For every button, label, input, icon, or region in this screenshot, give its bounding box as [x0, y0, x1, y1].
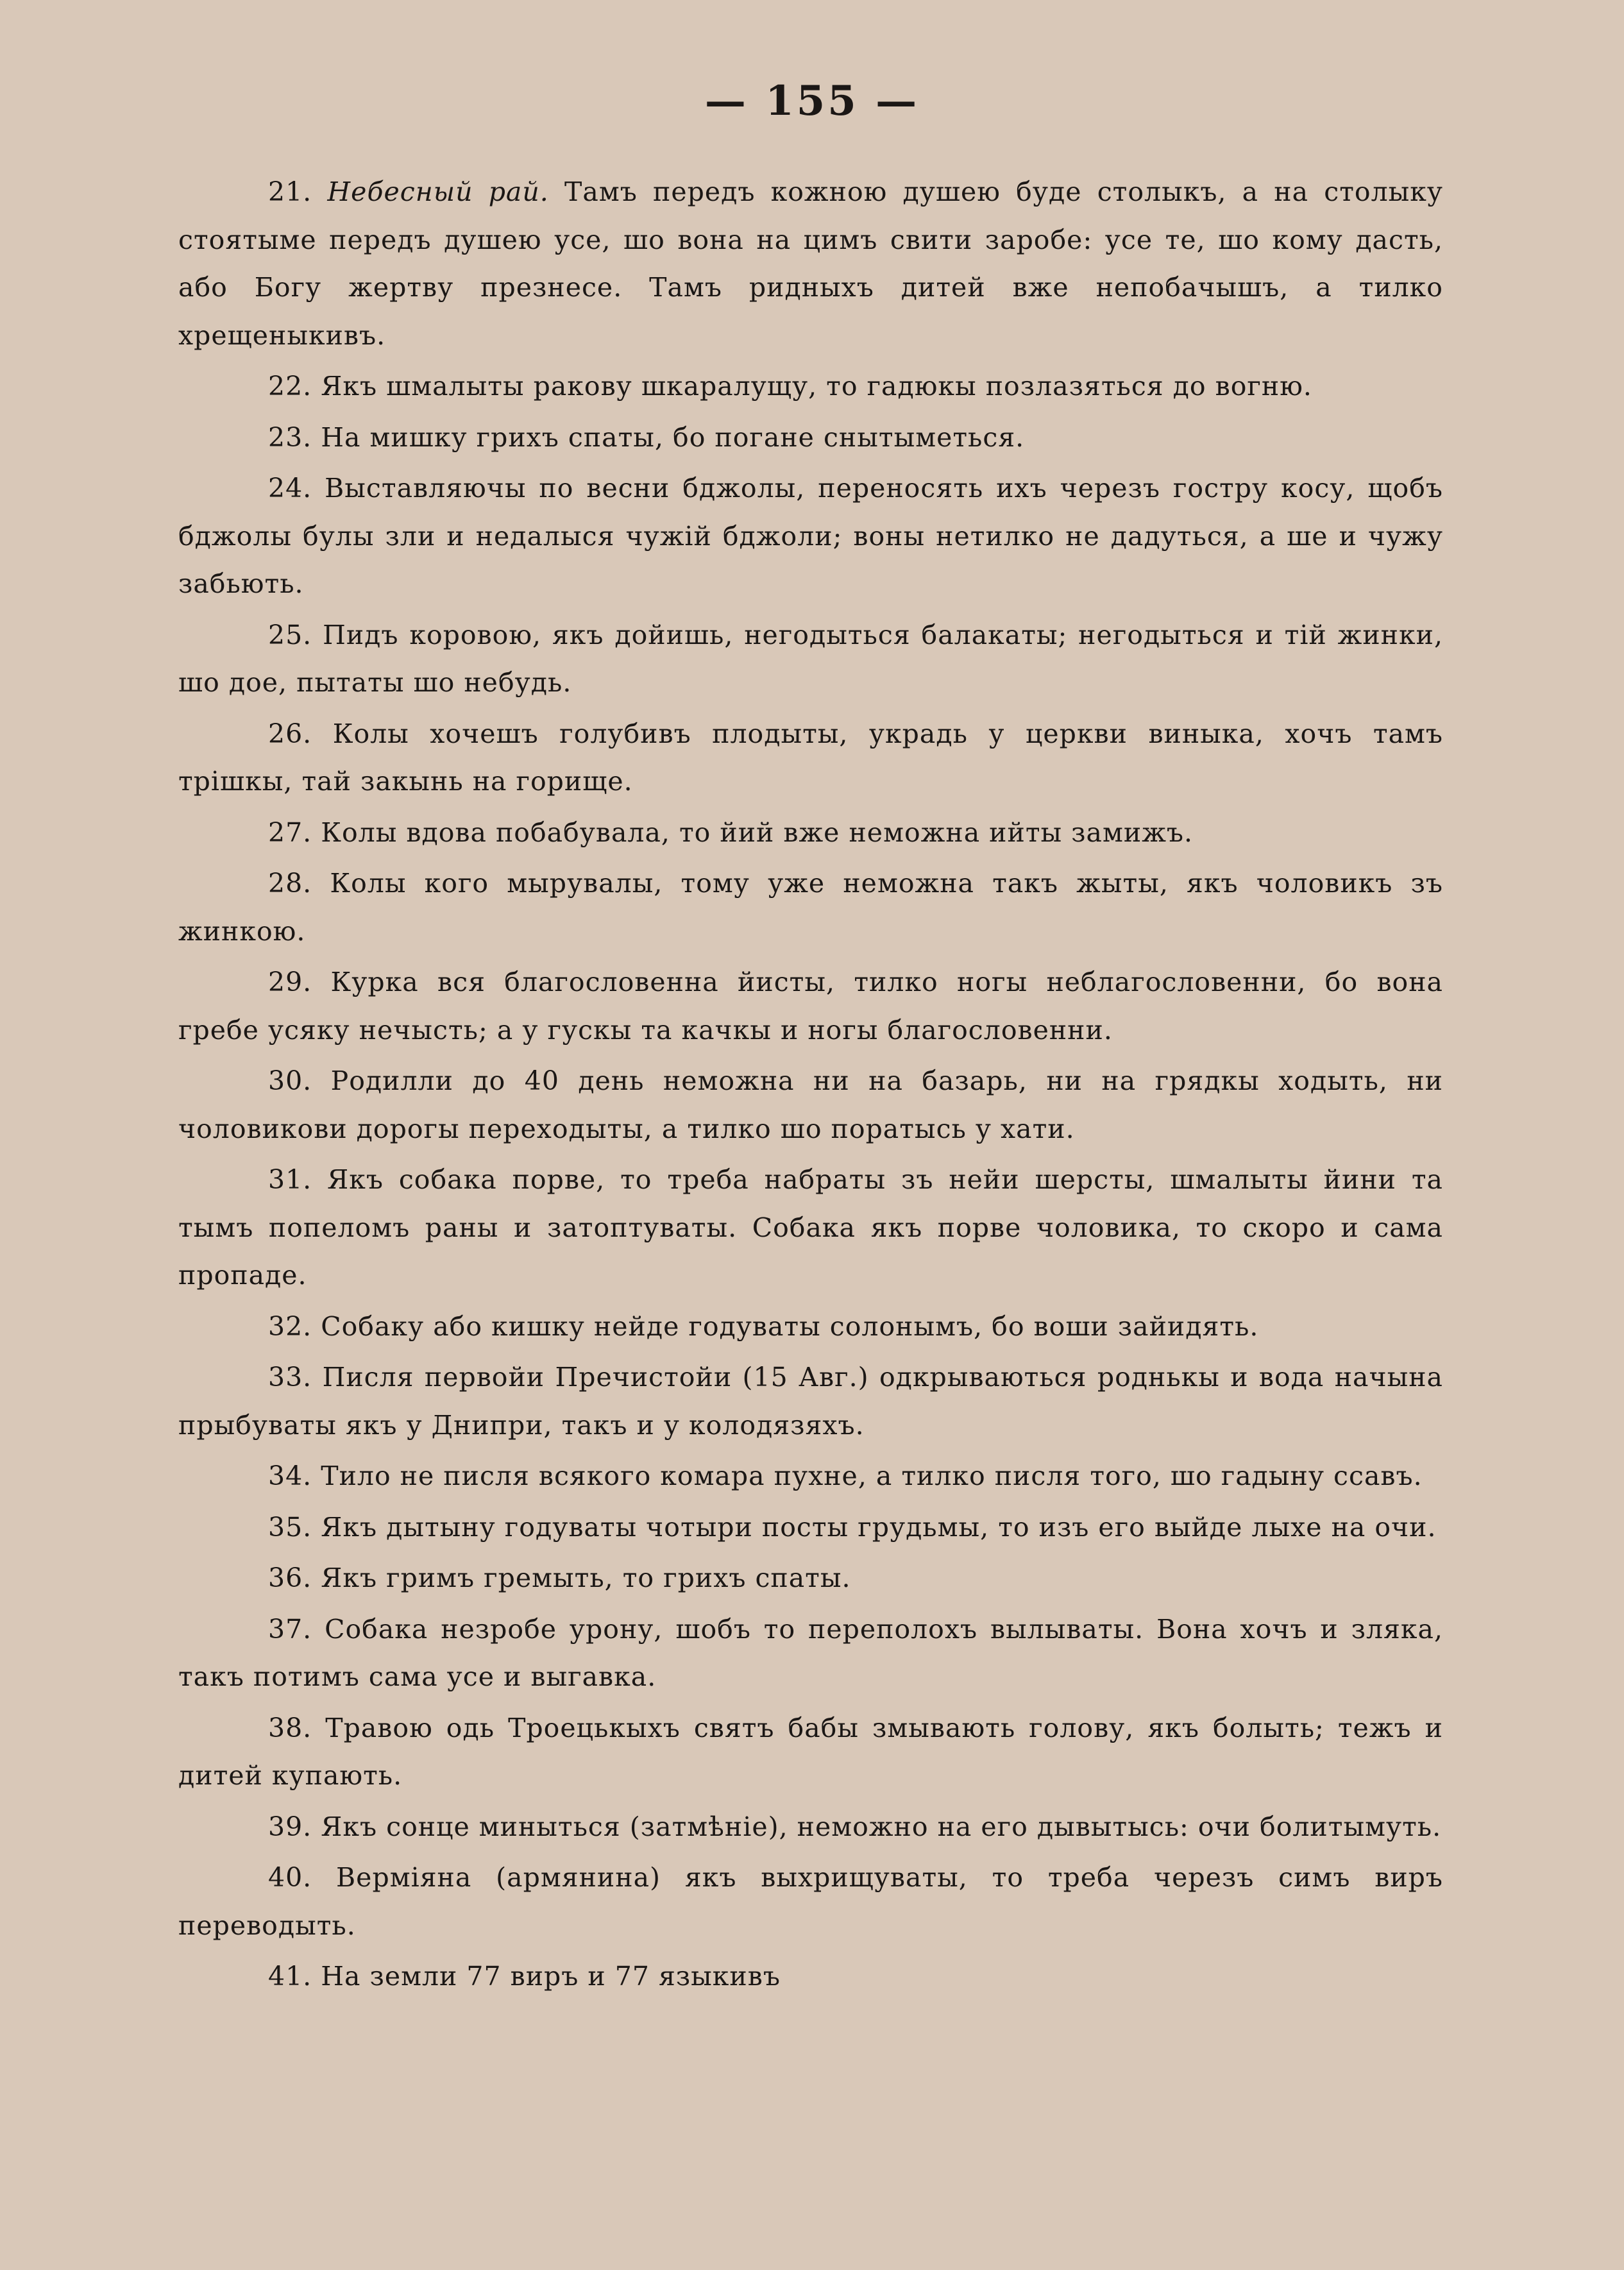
- entry-text: Родилли до 40 день неможна ни на базарь, ни на грядкы ходыть, ни чоловикови дорогы переходыты, а тилко шо поратысь у хати.: [178, 1065, 1443, 1144]
- entry-number: 39.: [268, 1811, 312, 1842]
- entry-32: [178, 1303, 1443, 1351]
- entry-text: Колы кого мырувалы, тому уже неможна такъ жыты, якъ чоловикъ зъ жинкою.: [178, 868, 1443, 947]
- entry-24: [178, 464, 1443, 608]
- entry-number: 25.: [268, 619, 312, 650]
- entry-number: 34.: [268, 1461, 312, 1491]
- entry-text: Собака незробе урону, шобъ то переполохъ вылываты. Вона хочъ и зляка, такъ потимъ сама усе и выгавка.: [178, 1613, 1443, 1692]
- entry-text: Верміяна (армянина) якъ выхрищуваты, то треба черезъ симъ виръ переводыть.: [178, 1862, 1443, 1941]
- entry-33: [178, 1353, 1443, 1449]
- entry-text: Писля первойи Пречистойи (15 Авг.) одкрываються роднькы и вода начына прыбуваты якъ у Днипри, такъ и у колодязяхъ.: [178, 1362, 1443, 1441]
- entry-28: [178, 860, 1443, 955]
- entry-22: [178, 362, 1443, 411]
- entry-number: 35.: [268, 1511, 312, 1543]
- entry-number: 32.: [268, 1310, 312, 1342]
- entry-number: 33.: [268, 1362, 312, 1393]
- entry-37: [178, 1605, 1443, 1701]
- entry-number: 22.: [268, 371, 312, 402]
- entry-text: Якъ дытыну годуваты чотыри посты грудьмы, то изъ его выйде лыхе на очи.: [312, 1511, 1437, 1543]
- entry-29: [178, 958, 1443, 1054]
- entry-34: [178, 1452, 1443, 1500]
- entry-text: Якъ гримъ гремыть, то грихъ спаты.: [312, 1563, 851, 1593]
- page-number: — 155 —: [704, 77, 920, 125]
- entry-number: 27.: [268, 817, 312, 848]
- entry-number: 26.: [268, 718, 312, 749]
- entry-text: Пидъ коровою, якъ дойишь, негодыться балакаты; негодыться и тій жинки, шо дое, пытаты шо небудь.: [178, 619, 1443, 698]
- entry-text: На земли 77 виръ и 77 языкивъ: [312, 1961, 781, 1992]
- entry-25: [178, 611, 1443, 707]
- entry-39: [178, 1803, 1443, 1851]
- entry-text: Колы хочешъ голубивъ плодыты, украдь у церкви виныка, хочъ тамъ трішкы, тай закынь на горище.: [178, 718, 1443, 797]
- entry-35: [178, 1503, 1443, 1552]
- entry-text: Якъ собака порве, то треба набраты зъ нейи шерсты, шмалыты йини та тымъ попеломъ раны и затоптуваты. Собака якъ порве чоловика, то скоро и сама пропаде.: [178, 1164, 1443, 1291]
- entry-27: [178, 809, 1443, 857]
- entry-text: Тамъ передъ кожною душею буде столыкъ, а на столыку стоятыме передъ душею усе, шо вона на цимъ свити заробе: усе те, шо кому дасть, або Богу жертву презнесе. Тамъ ридныхъ дитей вже непобачышъ, а тилко хрещеныкивъ.: [178, 176, 1443, 351]
- entry-38: [178, 1704, 1443, 1800]
- entry-30: [178, 1057, 1443, 1153]
- entry-text: Колы вдова побабувала, то йий вже неможна ийты замижъ.: [312, 817, 1194, 848]
- entry-text: На мишку грихъ спаты, бо погане снытыметься.: [312, 421, 1025, 453]
- entry-text: Якъ сонце миныться (затмѣніе), неможно на его дывытысь: очи болитымуть.: [312, 1811, 1442, 1842]
- entry-text: Собаку або кишку нейде годуваты солонымъ, бо воши зайидять.: [312, 1310, 1259, 1342]
- entry-26: [178, 710, 1443, 806]
- entry-36: [178, 1554, 1443, 1602]
- entry-number: 37.: [268, 1613, 312, 1645]
- entry-number: 30.: [268, 1065, 312, 1096]
- entry-text: Травою одь Троецькыхъ святъ бабы змывають голову, якъ болыть; тежъ и дитей купають.: [178, 1712, 1443, 1791]
- entry-40: [178, 1854, 1443, 1949]
- entry-41: [178, 1952, 1443, 2001]
- entry-number: 23.: [268, 421, 312, 453]
- entry-number: 21.: [268, 176, 312, 207]
- entry-21: [178, 168, 1443, 359]
- entry-title: Небесный рай.: [327, 176, 549, 207]
- entry-text: Якъ шмалыты ракову шкаралущу, то гадюкы позлазяться до вогню.: [312, 371, 1312, 402]
- entry-number: 38.: [268, 1712, 312, 1743]
- text-body: [178, 168, 1443, 2004]
- entry-text: Курка вся благословенна йисты, тилко ногы неблагословенни, бо вона гребе усяку нечысть; а у гускы та качкы и ногы благословенни.: [178, 967, 1443, 1046]
- entry-text: Выставляючы по весни бджолы, переносять ихъ черезъ гостру косу, щобъ бджолы булы зли и недалыся чужій бджоли; воны нетилко не дадуться, а ше и чужу забьють.: [178, 473, 1443, 599]
- entry-number: 31.: [268, 1164, 312, 1195]
- entry-number: 40.: [268, 1862, 312, 1893]
- entry-number: 28.: [268, 868, 312, 899]
- entry-number: 24.: [268, 473, 312, 504]
- entry-number: 41.: [268, 1961, 312, 1992]
- entry-text: Тило не писля всякого комара пухне, а тилко писля того, шо гадыну ссавъ.: [312, 1461, 1423, 1491]
- entry-31: [178, 1156, 1443, 1300]
- entry-number: 36.: [268, 1563, 312, 1593]
- entry-23: [178, 414, 1443, 462]
- entry-number: 29.: [268, 967, 312, 997]
